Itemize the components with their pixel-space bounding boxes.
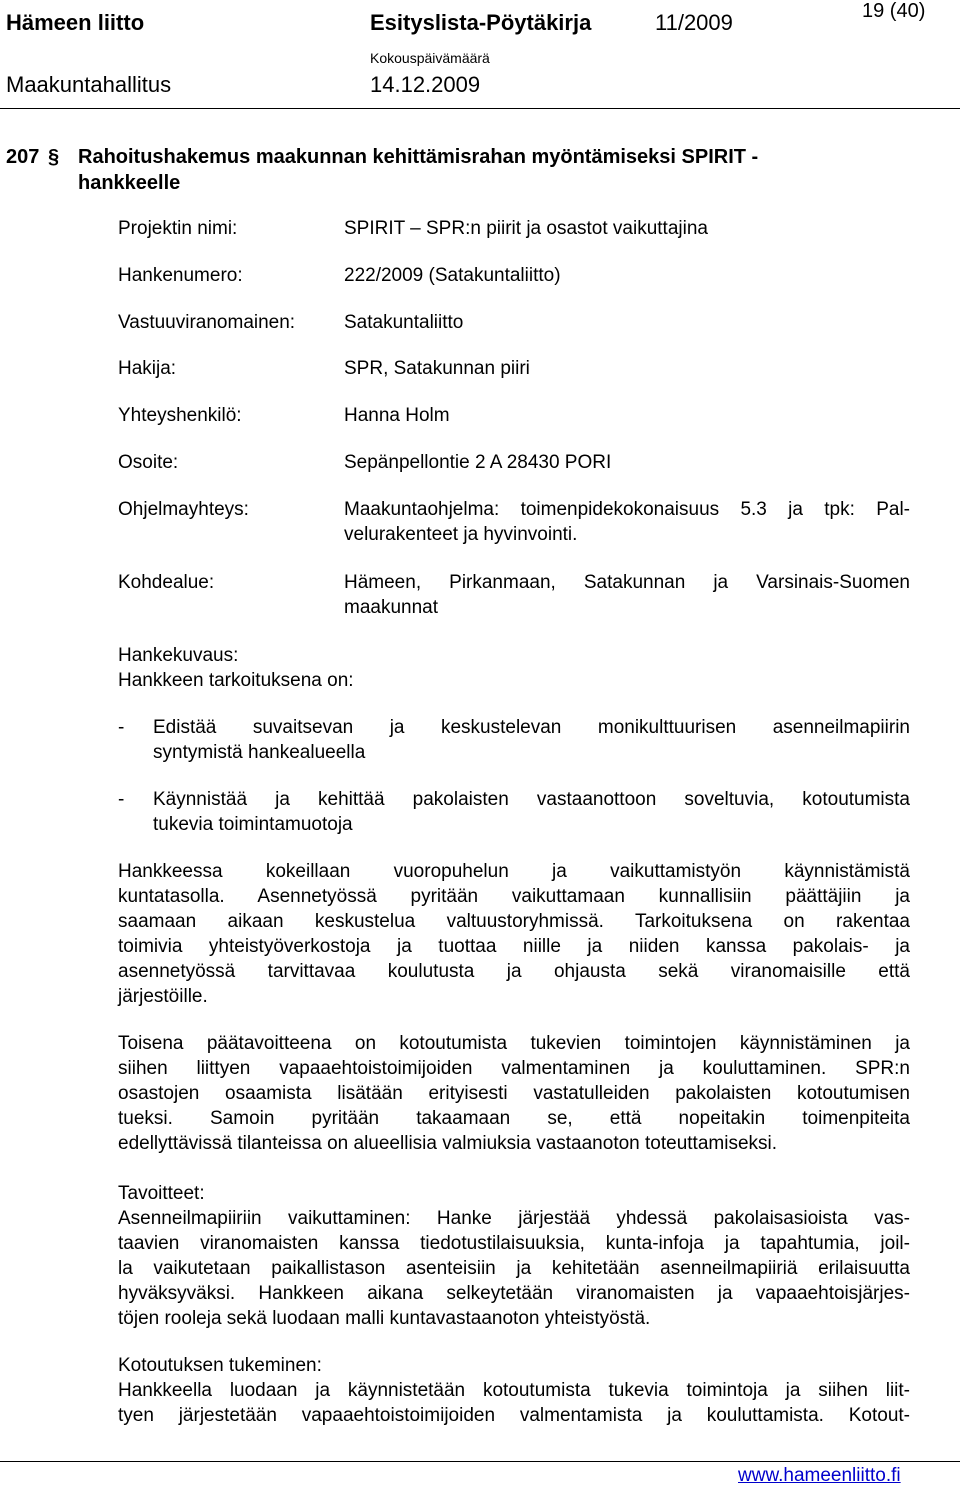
bullet-item <box>153 715 910 765</box>
field-value-project-name: SPIRIT – SPR:n piirit ja osastot vaikuttajina <box>344 218 708 239</box>
paragraph-line: Hankkeella luodaan ja käynnistetään kotoutumista tukevia toimintoja ja siihen liit- <box>118 1380 910 1401</box>
paragraph-line: Hankkeessa kokeillaan vuoropuhelun ja vaikuttamistyön käynnistämistä <box>118 861 910 882</box>
paragraph-line: järjestöille. <box>118 986 208 1007</box>
field-value-address: Sepänpellontie 2 A 28430 PORI <box>344 452 612 473</box>
meeting-date: 14.12.2009 <box>370 72 481 97</box>
paragraph-line: hyväksyväksi. Hankkeen aikana selkeytetään viranomaisten ja vapaaehtoisjärjes- <box>118 1283 910 1304</box>
field-label-applicant: Hakija: <box>118 358 177 379</box>
page-number: 19 (40) <box>862 0 926 22</box>
bullet-item <box>153 787 910 837</box>
field-value-contact: Hanna Holm <box>344 405 450 426</box>
bullet-marker: - <box>118 789 125 810</box>
paragraph-line: Toisena päätavoitteena on kotoutumista tukevien toimintojen käynnistäminen ja <box>118 1033 910 1054</box>
field-label-programme: Ohjelmayhteys: <box>118 499 249 520</box>
paragraph-line: saamaan aikaan keskustelua valtuustoryhmissä. Tarkoituksena on rakentaa <box>118 911 910 932</box>
paragraph-line: edellyttävissä tilanteissa on alueellisia valmiuksia vastaanoton toteuttamiseksi. <box>118 1133 778 1154</box>
description-heading: Hankekuvaus: <box>118 645 239 666</box>
field-value-authority: Satakuntaliitto <box>344 312 464 333</box>
field-value-programme-line-1: Maakuntaohjelma: toimenpidekokonaisuus 5.3 ja tpk: Pal- <box>344 499 910 520</box>
paragraph-line: la vaikutetaan paikallistason asenteisiin ja kehitetään asenneilmapiiriä erilaisuutta <box>118 1258 910 1279</box>
paragraph-line: taavien viranomaisten kanssa tiedotustilaisuuksia, kunta-infoja ja tapahtumia, joil- <box>118 1233 910 1254</box>
goals-heading: Tavoitteet: <box>118 1183 205 1204</box>
paragraph-line: siihen liittyen vapaaehtoistoimijoiden valmentaminen ja kouluttaminen. SPR:n <box>118 1058 910 1079</box>
paragraph-line: toimivia yhteistyöverkostoja ja tuottaa niille ja niiden kanssa pakolais- ja <box>118 936 910 957</box>
field-value-project-number: 222/2009 (Satakuntaliitto) <box>344 265 561 286</box>
paragraph-second-goal <box>118 1031 910 1156</box>
issue-number: 11/2009 <box>655 10 733 35</box>
field-value-programme-line-2: velurakenteet ja hyvinvointi. <box>344 524 578 545</box>
bullet-marker: - <box>118 717 125 738</box>
field-label-project-number: Hankenumero: <box>118 265 243 286</box>
footer-divider <box>0 1461 960 1462</box>
paragraph-line: kuntatasolla. Asennetyössä pyritään vaikuttamaan kunnallisiin päättäjiin ja <box>118 886 910 907</box>
meeting-body: Maakuntahallitus <box>6 72 172 97</box>
paragraph-line: asennetyössä tarvittavaa koulutusta ja ohjausta sekä viranomaisille että <box>118 961 910 982</box>
field-label-target-area: Kohdealue: <box>118 572 215 593</box>
website-link-text[interactable]: www.hameenliitto.fi <box>738 1465 901 1486</box>
footer-website-link[interactable] <box>738 1465 901 1487</box>
bullet-line: syntymistä hankealueella <box>153 742 366 763</box>
field-label-contact: Yhteyshenkilö: <box>118 405 242 426</box>
item-title-line-1: Rahoitushakemus maakunnan kehittämisrahan myöntämiseksi SPIRIT - <box>78 146 759 168</box>
item-number: 207 <box>6 146 40 168</box>
field-label-authority: Vastuuviranomainen: <box>118 312 296 333</box>
document-type: Esityslista-Pöytäkirja <box>370 10 592 35</box>
item-title-line-2: hankkeelle <box>78 172 181 194</box>
bullet-line: Edistää suvaitsevan ja keskustelevan monikulttuurisen asenneilmapiirin <box>153 717 910 738</box>
header-divider <box>0 108 960 109</box>
paragraph-goals <box>118 1206 910 1331</box>
org-name: Hämeen liitto <box>6 10 145 35</box>
paragraph-line: tueksi. Samoin pyritään takaamaan se, että nopeitakin toimenpiteita <box>118 1108 910 1129</box>
paragraph-trial <box>118 859 910 1009</box>
paragraph-line: osastojen osaamista lisätään erityisesti vastatulleiden pakolaisten kotoutumisen <box>118 1083 910 1104</box>
section-symbol: § <box>48 146 60 168</box>
bullet-line: Käynnistää ja kehittää pakolaisten vastaanottoon soveltuvia, kotoutumista <box>153 789 910 810</box>
paragraph-integration <box>118 1378 910 1428</box>
field-value-applicant: SPR, Satakunnan piiri <box>344 358 530 379</box>
field-label-project-name: Projektin nimi: <box>118 218 238 239</box>
paragraph-line: töjen rooleja sekä luodaan malli kuntavastaanoton yhteistyöstä. <box>118 1308 651 1329</box>
date-label: Kokouspäivämäärä <box>370 50 490 66</box>
paragraph-line: tyen järjestetään vapaaehtoistoimijoiden valmentamista ja kouluttamista. Kotout- <box>118 1405 910 1426</box>
paragraph-line: Asenneilmapiiriin vaikuttaminen: Hanke järjestää yhdessä pakolaisasioista vas- <box>118 1208 910 1229</box>
field-label-address: Osoite: <box>118 452 179 473</box>
bullet-line: tukevia toimintamuotoja <box>153 814 353 835</box>
integration-heading: Kotoutuksen tukeminen: <box>118 1355 322 1376</box>
purpose-heading: Hankkeen tarkoituksena on: <box>118 670 354 691</box>
field-value-target-area-line-2: maakunnat <box>344 597 439 618</box>
field-value-target-area-line-1: Hämeen, Pirkanmaan, Satakunnan ja Varsinais-Suomen <box>344 572 910 593</box>
